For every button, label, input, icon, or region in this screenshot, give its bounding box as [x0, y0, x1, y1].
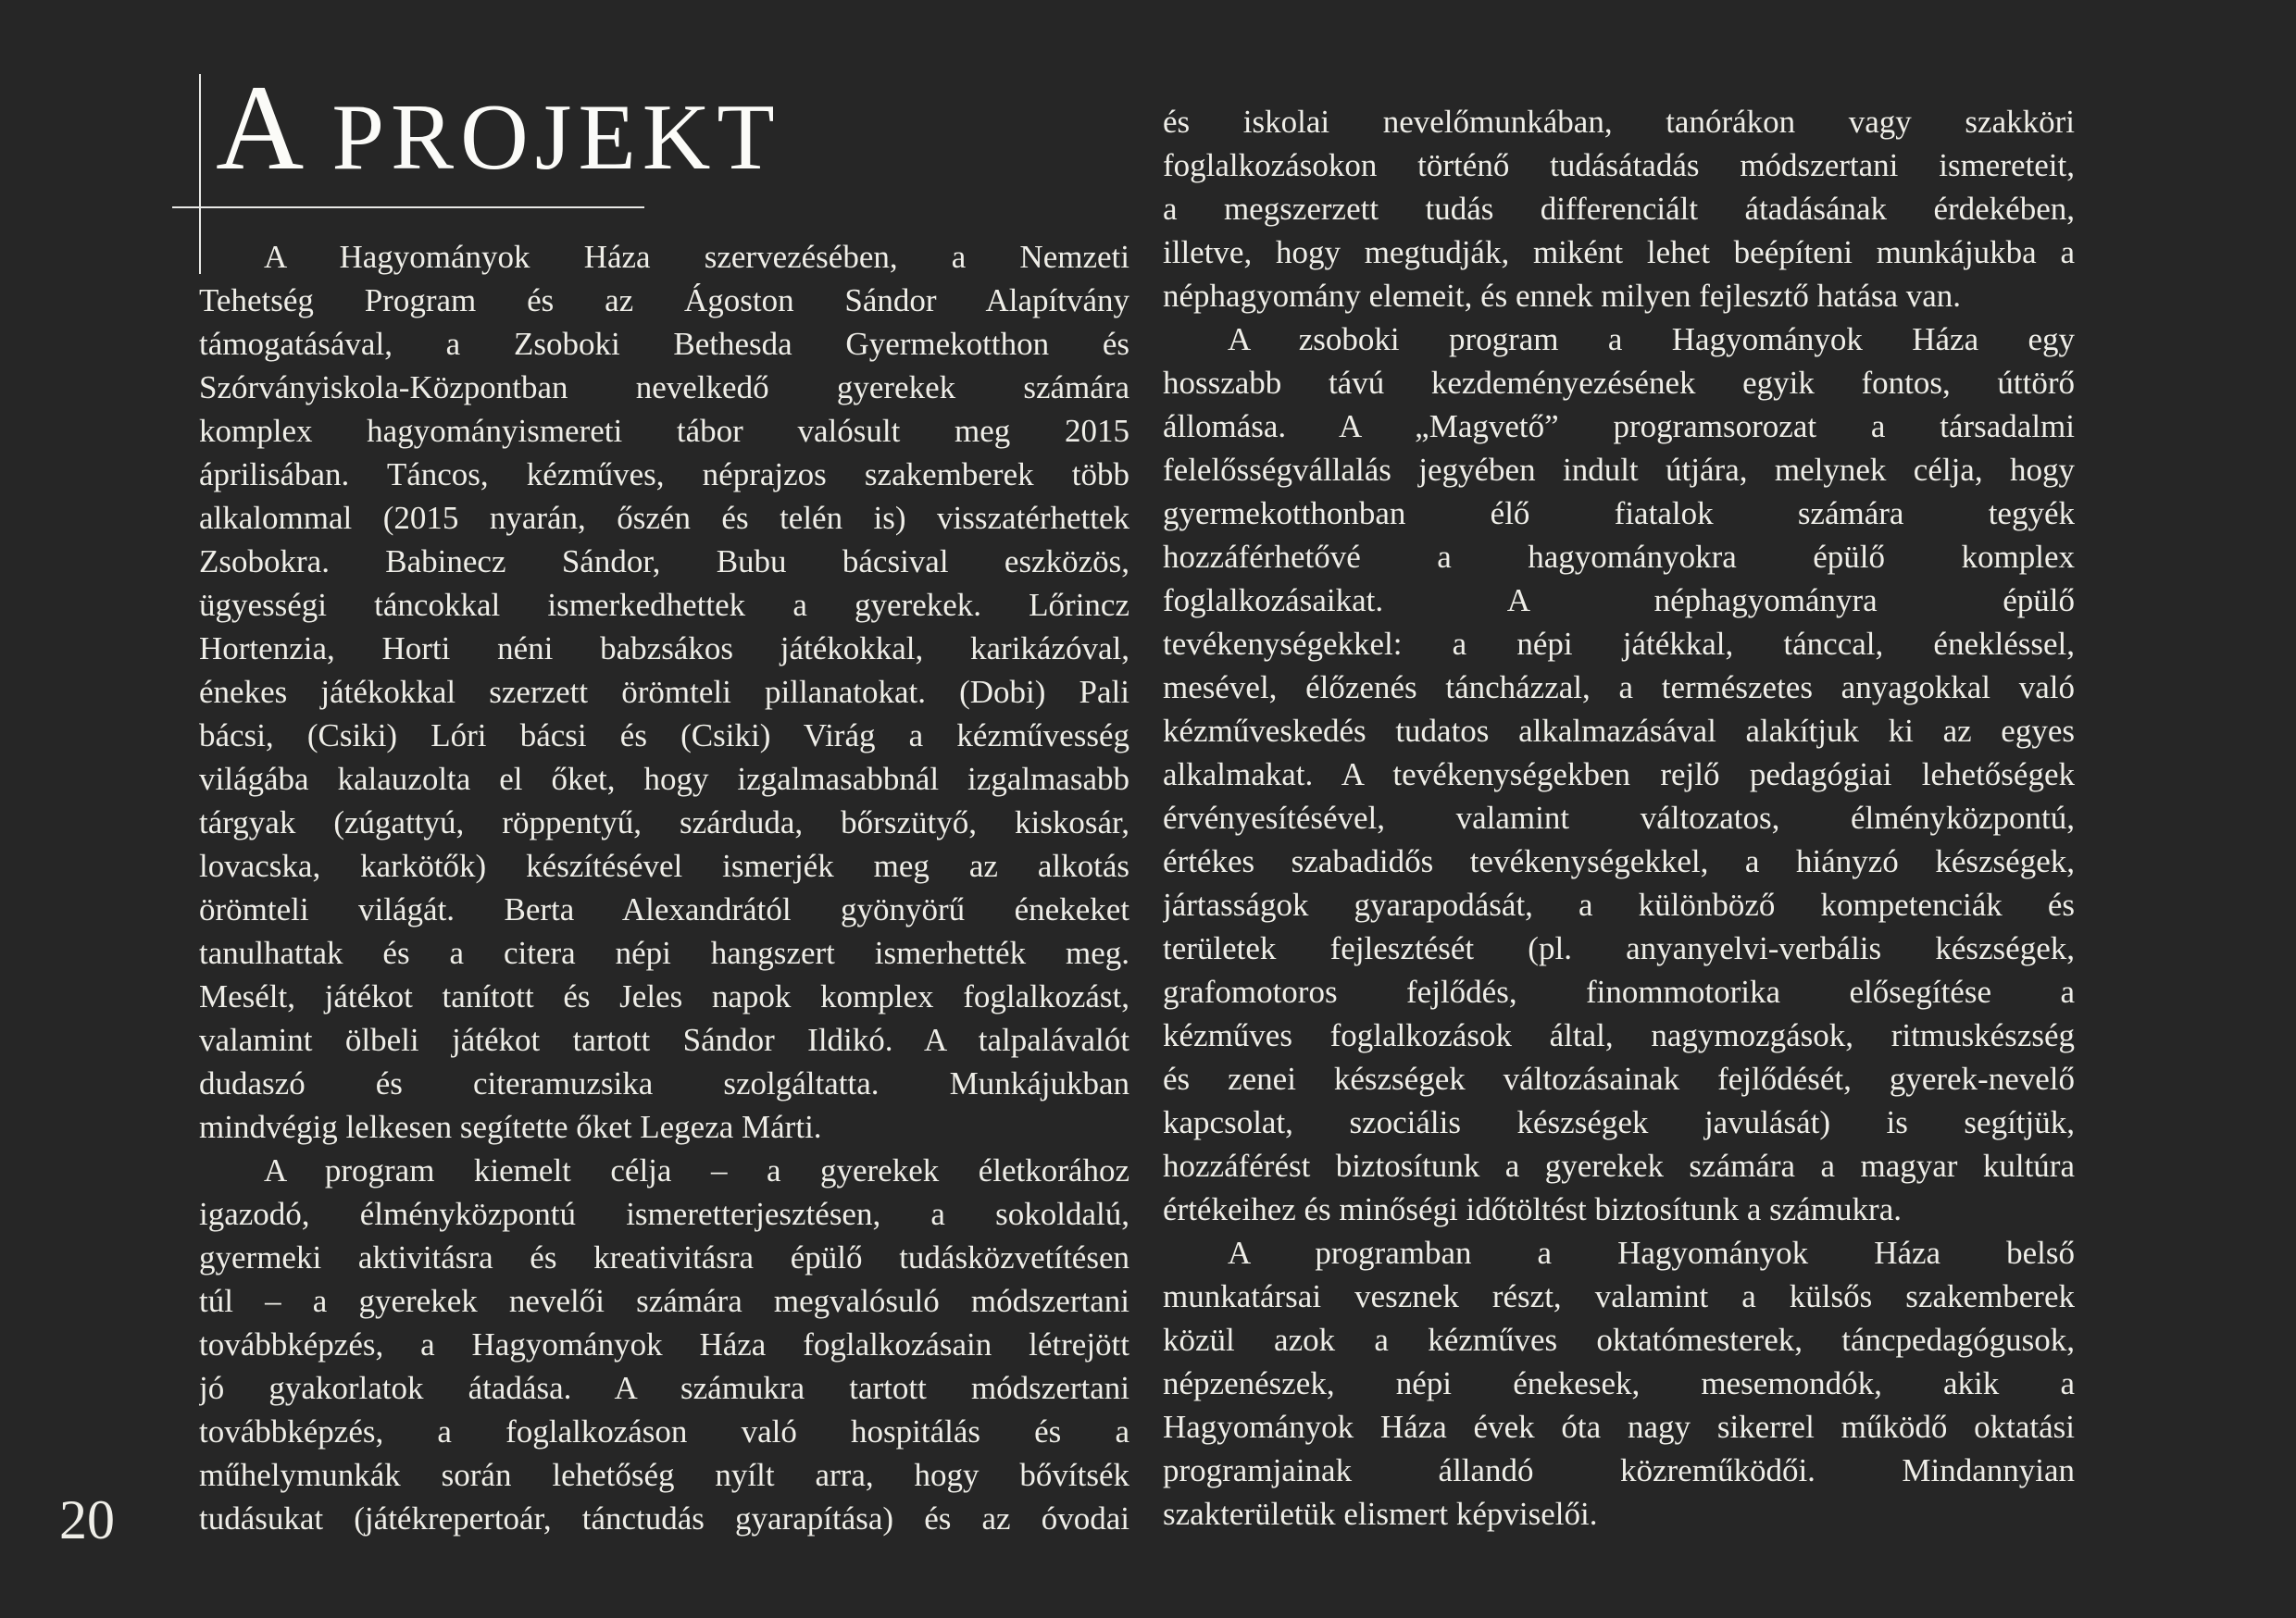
text-line: jártasságok gyarapodását, a különböző kompetenciák és	[1163, 887, 2075, 923]
left-column	[199, 235, 1129, 1540]
text-line: népzenészek, népi énekesek, mesemondók, akik a	[1163, 1365, 2075, 1401]
paragraph	[1163, 1231, 2075, 1536]
text-line: hozzáférést biztosítunk a gyerekek számára a magyar kultúra	[1163, 1148, 2075, 1184]
text-line: és iskolai nevelőmunkában, tanórákon vagy szakköri	[1163, 104, 2075, 140]
text-line: területek fejlesztését (pl. anyanyelvi-verbális készségek,	[1163, 930, 2075, 966]
title-rest-text: PROJEKT	[331, 85, 781, 190]
text-line: állomása. A „Magvető” programsorozat a társadalmi	[1163, 408, 2075, 444]
paragraph	[1163, 317, 2075, 1231]
text-line: mindvégig lelkesen segítette őket Legeza Márti.	[199, 1109, 822, 1145]
text-line: foglalkozásaikat. A néphagyományra épülő	[1163, 582, 2075, 618]
text-line: programjainak állandó közreműködői. Mindannyian	[1163, 1452, 2075, 1488]
text-line: alkalommal (2015 nyarán, őszén és telén is) visszatérhettek	[199, 500, 1129, 536]
paragraph	[1163, 100, 2075, 317]
text-line: tárgyak (zúgattyú, röppentyű, szárduda, bőrszütyő, kiskosár,	[199, 804, 1129, 840]
text-line: Szórványiskola-Központban nevelkedő gyerekek számára	[199, 369, 1129, 405]
text-line: tudásukat (játékrepertoár, tánctudás gyarapítása) és az óvodai	[199, 1500, 1129, 1537]
page-number: 20	[59, 1489, 115, 1550]
text-line: szakterületük elismert képviselői.	[1163, 1496, 1598, 1532]
text-line: áprilisában. Táncos, kézműves, néprajzos szakemberek több	[199, 456, 1129, 492]
text-line: dudaszó és citeramuzsika szolgáltatta. Munkájukban	[199, 1065, 1129, 1101]
text-line: bácsi, (Csiki) Lóri bácsi és (Csiki) Virág a kézművesség	[199, 717, 1129, 753]
text-line: Hortenzia, Horti néni babzsákos játékokkal, karikázóval,	[199, 630, 1129, 666]
text-line: közül azok a kézműves oktatómesterek, táncpedagógusok,	[1163, 1322, 2075, 1358]
text-line: műhelymunkák során lehetőség nyílt arra, hogy bővítsék	[199, 1457, 1129, 1493]
text-line: hozzáférhetővé a hagyományokra épülő komplex	[1163, 539, 2075, 575]
text-line: Mesélt, játékot tanított és Jeles napok komplex foglalkozást,	[199, 978, 1129, 1014]
text-line: felelősségvállalás jegyében indult útjára, melynek célja, hogy	[1163, 452, 2075, 488]
text-line: Tehetség Program és az Ágoston Sándor Alapítvány	[199, 282, 1129, 318]
text-line: értékeihez és minőségi időtöltést biztosítunk a számukra.	[1163, 1191, 1902, 1227]
text-line: továbbképzés, a foglalkozáson való hospitálás és a	[199, 1413, 1129, 1450]
text-line: foglalkozásokon történő tudásátadás módszertani ismereteit,	[1163, 147, 2075, 183]
text-line: kézműveskedés tudatos alkalmazásával alakítjuk ki az egyes	[1163, 713, 2075, 749]
title-initial-letter: A	[216, 59, 305, 195]
title-horizontal-rule	[172, 206, 644, 208]
text-line: Hagyományok Háza évek óta nagy sikerrel működő oktatási	[1163, 1409, 2075, 1445]
text-line: továbbképzés, a Hagyományok Háza foglalkozásain létrejött	[199, 1326, 1129, 1363]
text-line: Zsobokra. Babinecz Sándor, Bubu bácsival eszközös,	[199, 543, 1129, 579]
text-line: igazodó, élményközpontú ismeretterjesztésen, a sokoldalú,	[199, 1196, 1129, 1232]
text-line: A zsoboki program a Hagyományok Háza egy	[1228, 321, 2075, 357]
text-line: énekes játékokkal szerzett örömteli pillanatokat. (Dobi) Pali	[199, 674, 1129, 710]
text-line: ügyességi táncokkal ismerkedhettek a gyerekek. Lőrincz	[199, 587, 1129, 623]
text-line: lovacska, karkötők) készítésével ismerjék meg az alkotás	[199, 848, 1129, 884]
page-title	[216, 59, 781, 195]
text-line: gyermekotthonban élő fiatalok számára tegyék	[1163, 495, 2075, 531]
text-line: értékes szabadidős tevékenységekkel, a hiányzó készségek,	[1163, 843, 2075, 879]
text-line: túl – a gyerekek nevelői számára megvalósuló módszertani	[199, 1283, 1129, 1319]
text-line: A programban a Hagyományok Háza belső	[1228, 1235, 2075, 1271]
text-line: munkatársai vesznek részt, valamint a külsős szakemberek	[1163, 1278, 2075, 1314]
text-line: alkalmakat. A tevékenységekben rejlő pedagógiai lehetőségek	[1163, 756, 2075, 792]
text-line: komplex hagyományismereti tábor valósult meg 2015	[199, 413, 1129, 449]
text-line: tanulhattak és a citera népi hangszert ismerhették meg.	[199, 935, 1129, 971]
text-line: A program kiemelt célja – a gyerekek életkorához	[264, 1152, 1129, 1189]
text-line: valamint ölbeli játékot tartott Sándor Ildikó. A talpalávalót	[199, 1022, 1129, 1058]
text-line: és zenei készségek változásainak fejlődését, gyerek-nevelő	[1163, 1061, 2075, 1097]
text-line: grafomotoros fejlődés, finommotorika elősegítése a	[1163, 974, 2075, 1010]
text-line: jó gyakorlatok átadása. A számukra tartott módszertani	[199, 1370, 1129, 1406]
text-line: örömteli világát. Berta Alexandrától gyönyörű énekeket	[199, 891, 1129, 927]
text-line: tevékenységekkel: a népi játékkal, tánccal, énekléssel,	[1163, 626, 2075, 662]
text-line: támogatásával, a Zsoboki Bethesda Gyermekotthon és	[199, 326, 1129, 362]
text-line: kapcsolat, szociális készségek javulását) is segítjük,	[1163, 1104, 2075, 1140]
text-line: kézműves foglalkozások által, nagymozgások, ritmuskészség	[1163, 1017, 2075, 1053]
text-line: a megszerzett tudás differenciált átadásának érdekében,	[1163, 191, 2075, 227]
text-line: A Hagyományok Háza szervezésében, a Nemzeti	[264, 239, 1129, 275]
text-line: hosszabb távú kezdeményezésének egyik fontos, úttörő	[1163, 365, 2075, 401]
text-line: gyermeki aktivitásra és kreativitásra épülő tudásközvetítésen	[199, 1239, 1129, 1276]
text-line: illetve, hogy megtudják, miként lehet beépíteni munkájukba a	[1163, 234, 2075, 270]
paragraph	[199, 1149, 1129, 1540]
right-column	[1163, 100, 2075, 1536]
text-line: néphagyomány elemeit, és ennek milyen fejlesztő hatása van.	[1163, 278, 1962, 314]
text-line: mesével, élőzenés táncházzal, a természetes anyagokkal való	[1163, 669, 2075, 705]
text-line: világába kalauzolta el őket, hogy izgalmasabbnál izgalmasabb	[199, 761, 1129, 797]
text-line: érvényesítésével, valamint változatos, élményközpontú,	[1163, 800, 2075, 836]
paragraph	[199, 235, 1129, 1149]
